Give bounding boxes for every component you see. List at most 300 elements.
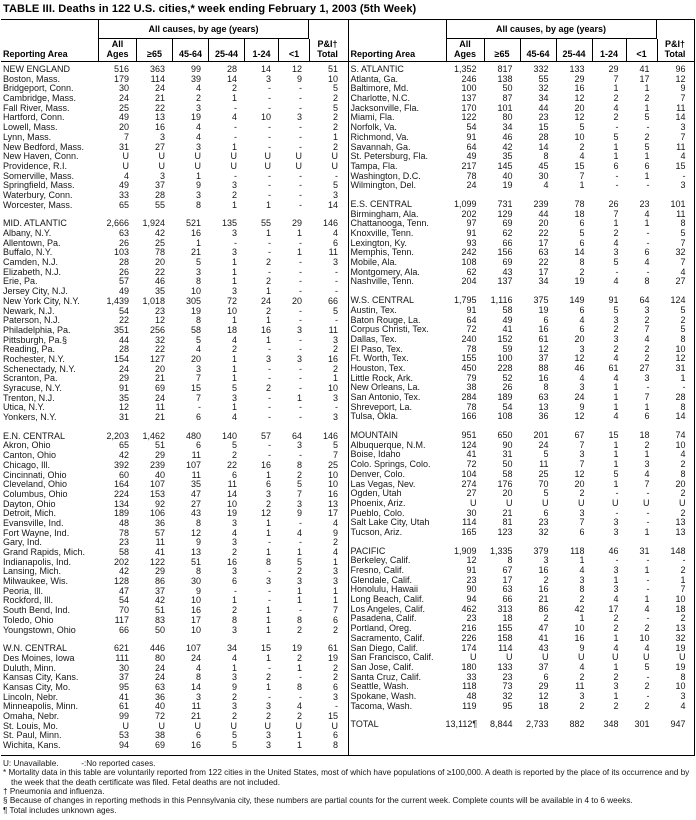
- value-cell: 6: [644, 248, 650, 258]
- value-cell: 21: [154, 413, 165, 423]
- value-cell: 15: [675, 161, 686, 171]
- value-cell: -: [268, 132, 271, 142]
- reporting-area-cell: Dayton, Ohio: [3, 499, 56, 509]
- value-cell: 6: [644, 412, 650, 422]
- reporting-area-cell: Corpus Christi, Tex.: [350, 325, 429, 335]
- value-cell: 9: [579, 643, 585, 653]
- value-cell: 11: [191, 451, 201, 461]
- city-row: [1, 84, 348, 94]
- reporting-area-cell: Utica, N.Y.: [3, 403, 45, 413]
- value-cell: 123: [497, 527, 513, 537]
- value-cell: 72: [226, 296, 237, 306]
- value-cell: -: [299, 277, 302, 287]
- value-cell: 6: [332, 682, 338, 692]
- reporting-area-cell: St. Paul, Minn.: [3, 731, 62, 741]
- value-cell: 106: [149, 509, 165, 519]
- value-cell: 51: [190, 557, 201, 567]
- value-cell: 86: [538, 604, 549, 614]
- value-cell: U: [158, 152, 165, 162]
- reporting-area-cell: Honolulu, Hawaii: [350, 585, 419, 595]
- value-cell: 11: [676, 103, 686, 113]
- value-cell: 1: [613, 450, 619, 460]
- value-cell: 4: [644, 643, 650, 653]
- value-cell: 14: [675, 412, 686, 422]
- value-cell: U: [578, 653, 585, 663]
- value-cell: 54: [118, 596, 129, 606]
- value-cell: 3: [231, 248, 237, 258]
- value-cell: 107: [185, 460, 201, 470]
- reporting-area-cell: Minneapolis, Minn.: [3, 702, 79, 712]
- value-cell: -: [299, 287, 302, 297]
- reporting-area-cell: Syracuse, N.Y.: [3, 384, 62, 393]
- city-row: [349, 229, 695, 239]
- city-row: [349, 470, 695, 480]
- value-cell: 4: [613, 277, 619, 287]
- value-cell: U: [612, 653, 619, 663]
- value-cell: -: [299, 200, 302, 210]
- value-cell: 12: [574, 469, 585, 479]
- value-cell: 4: [231, 113, 237, 123]
- value-cell: 1: [195, 171, 201, 181]
- value-cell: U: [230, 152, 237, 162]
- city-row: [349, 162, 695, 172]
- value-cell: 31: [118, 142, 129, 152]
- value-cell: -: [646, 556, 650, 566]
- value-cell: 3: [265, 577, 271, 587]
- value-cell: 7: [644, 325, 650, 335]
- value-cell: 2: [332, 663, 338, 673]
- value-cell: 5: [613, 469, 619, 479]
- value-cell: 13: [327, 499, 338, 509]
- value-cell: 1: [579, 181, 585, 191]
- value-cell: 2: [332, 364, 338, 374]
- value-cell: 1,462: [142, 431, 165, 441]
- value-cell: 57: [118, 277, 129, 287]
- value-cell: U: [194, 721, 201, 731]
- value-cell: 1: [296, 548, 302, 557]
- value-cell: U: [643, 653, 650, 663]
- column-header-25-44: 25-44: [556, 39, 592, 61]
- reporting-area-cell: Shreveport, La.: [350, 402, 413, 412]
- value-cell: 37: [118, 673, 129, 683]
- reporting-area-cell: Las Vegas, Nev.: [350, 479, 416, 489]
- region-row: [1, 644, 348, 654]
- value-cell: 3: [231, 702, 237, 712]
- value-cell: 50: [502, 84, 513, 94]
- value-cell: 2: [332, 113, 338, 123]
- value-cell: -: [646, 691, 650, 701]
- reporting-area-cell: Philadelphia, Pa.: [3, 325, 71, 335]
- reporting-area-cell: Long Beach, Calif.: [350, 595, 425, 605]
- value-cell: 12: [675, 74, 686, 84]
- reporting-area-cell: Tulsa, Okla.: [350, 412, 399, 422]
- value-cell: 31: [639, 546, 650, 556]
- value-cell: 72: [466, 460, 477, 470]
- value-cell: U: [612, 498, 619, 508]
- value-cell: -: [646, 489, 650, 499]
- value-cell: 35: [118, 393, 129, 403]
- city-row: [349, 75, 695, 85]
- value-cell: -: [299, 345, 302, 355]
- value-cell: -: [299, 384, 302, 393]
- value-cell: -: [268, 84, 271, 94]
- reporting-area-cell: Evansville, Ind.: [3, 518, 64, 528]
- value-cell: 8: [543, 152, 549, 162]
- reporting-area-cell: Los Angeles, Calif.: [350, 604, 426, 614]
- value-cell: 3: [296, 325, 302, 335]
- value-cell: 20: [154, 364, 165, 374]
- value-cell: -: [646, 672, 650, 682]
- value-cell: 8: [507, 556, 513, 566]
- value-cell: 164: [113, 480, 129, 490]
- value-cell: 67: [574, 431, 585, 441]
- reporting-area-cell: Somerville, Mass.: [3, 171, 75, 181]
- value-cell: 2: [613, 113, 619, 123]
- value-cell: 41: [639, 65, 650, 74]
- value-cell: 29: [118, 374, 129, 384]
- value-cell: 1,116: [490, 296, 513, 306]
- value-cell: 8: [231, 615, 237, 625]
- value-cell: 2: [579, 489, 585, 499]
- city-row: [1, 500, 348, 510]
- value-cell: 63: [502, 585, 513, 595]
- value-cell: -: [615, 171, 619, 181]
- value-cell: U: [331, 152, 338, 162]
- value-cell: 274: [461, 479, 477, 489]
- value-cell: U: [194, 161, 201, 171]
- value-cell: -: [299, 132, 302, 142]
- value-cell: 256: [149, 325, 165, 335]
- value-cell: 5: [332, 441, 338, 451]
- reporting-area-cell: Austin, Tex.: [350, 305, 397, 315]
- reporting-area-cell: Norfolk, Va.: [350, 123, 397, 133]
- value-cell: 8: [296, 460, 302, 470]
- city-row: [349, 605, 695, 615]
- value-cell: 26: [118, 238, 129, 248]
- value-cell: 29: [154, 567, 165, 577]
- value-cell: -: [299, 403, 302, 413]
- value-cell: 1: [265, 287, 271, 297]
- value-cell: 20: [190, 354, 201, 364]
- value-cell: 6: [265, 480, 271, 490]
- value-cell: 40: [154, 470, 165, 480]
- value-cell: 2: [644, 344, 650, 354]
- city-row: [1, 113, 348, 123]
- reporting-area-cell: Yonkers, N.Y.: [3, 413, 57, 423]
- value-cell: U: [331, 721, 338, 731]
- value-cell: 28: [154, 190, 165, 200]
- value-cell: 24: [190, 653, 201, 663]
- city-row: [349, 556, 695, 566]
- value-cell: 1: [332, 596, 338, 606]
- value-cell: 10: [190, 287, 201, 297]
- value-cell: 37: [538, 354, 549, 364]
- value-cell: 11: [155, 403, 165, 413]
- value-cell: 38: [466, 383, 477, 393]
- value-cell: 27: [639, 363, 650, 373]
- city-row: [349, 219, 695, 229]
- value-cell: 3: [332, 393, 338, 403]
- value-cell: 3: [579, 575, 585, 585]
- value-cell: 1: [613, 662, 619, 672]
- value-cell: 179: [113, 74, 129, 84]
- value-cell: 24: [260, 296, 271, 306]
- reporting-area-cell: Phoenix, Ariz.: [350, 498, 406, 508]
- city-row: [1, 673, 348, 683]
- value-cell: 97: [466, 219, 477, 229]
- value-cell: 202: [113, 557, 129, 567]
- reporting-area-cell: Detroit, Mich.: [3, 509, 57, 519]
- reporting-area-cell: Miami, Fla.: [350, 113, 395, 123]
- value-cell: 446: [149, 644, 165, 654]
- value-cell: 3: [579, 691, 585, 701]
- value-cell: 5: [543, 450, 549, 460]
- value-cell: 24: [118, 364, 129, 374]
- value-cell: -: [646, 585, 650, 595]
- value-cell: 16: [260, 325, 271, 335]
- value-cell: 34: [502, 123, 513, 133]
- value-cell: 78: [466, 402, 477, 412]
- value-cell: 8: [195, 277, 201, 287]
- value-cell: 1: [332, 586, 338, 596]
- value-cell: -: [268, 171, 271, 181]
- value-cell: -: [299, 84, 302, 94]
- value-cell: 2: [265, 673, 271, 683]
- city-row: [1, 693, 348, 703]
- reporting-area-cell: Washington, D.C.: [350, 171, 421, 181]
- city-row: [1, 365, 348, 375]
- value-cell: 17: [327, 509, 338, 519]
- value-cell: 4: [644, 604, 650, 614]
- value-cell: 5: [332, 84, 338, 94]
- value-cell: 23: [502, 672, 513, 682]
- value-cell: 88: [538, 363, 549, 373]
- value-cell: 2: [680, 315, 686, 325]
- value-cell: 22: [538, 258, 549, 268]
- value-cell: 3: [644, 305, 650, 315]
- value-cell: 4: [332, 518, 338, 528]
- value-cell: 3: [231, 625, 237, 635]
- value-cell: 166: [461, 412, 477, 422]
- value-cell: 28: [118, 258, 129, 268]
- value-cell: -: [335, 403, 338, 413]
- value-cell: 14: [538, 142, 549, 152]
- value-cell: 20: [675, 479, 686, 489]
- value-cell: 124: [461, 440, 477, 450]
- value-cell: -: [615, 267, 619, 277]
- reporting-area-cell: Peoria, Ill.: [3, 586, 44, 596]
- value-cell: 140: [221, 431, 237, 441]
- city-row: [1, 441, 348, 451]
- city-row: [349, 306, 695, 316]
- value-cell: 46: [154, 277, 165, 287]
- reporting-area-cell: Hartford, Conn.: [3, 113, 65, 123]
- value-cell: 28: [538, 132, 549, 142]
- value-cell: 49: [118, 181, 129, 191]
- reporting-area-cell: Fresno, Calif.: [350, 566, 405, 575]
- value-cell: 2: [579, 701, 585, 711]
- column-header-1-24: 1-24: [244, 39, 278, 61]
- value-cell: 24: [466, 181, 477, 191]
- value-cell: 20: [154, 258, 165, 268]
- value-cell: -: [268, 142, 271, 152]
- value-cell: 58: [118, 548, 129, 557]
- city-row: [349, 509, 695, 519]
- column-header-pi-total: P&I† Total: [657, 39, 693, 61]
- value-cell: 17: [538, 238, 549, 248]
- value-cell: 90: [466, 585, 477, 595]
- value-cell: 7: [644, 393, 650, 402]
- value-cell: 5: [680, 305, 686, 315]
- value-cell: 37: [538, 662, 549, 672]
- region-row: [349, 65, 695, 75]
- value-cell: 101: [497, 103, 513, 113]
- reporting-area-cell: NEW ENGLAND: [3, 65, 71, 74]
- value-cell: 5: [680, 229, 686, 238]
- value-cell: 29: [608, 65, 619, 74]
- value-cell: 239: [533, 199, 549, 209]
- value-cell: 1: [332, 374, 338, 384]
- value-cell: -: [268, 451, 271, 461]
- header-spacer: [309, 20, 345, 39]
- column-header-45-64: 45-64: [520, 39, 556, 61]
- value-cell: 28: [675, 393, 686, 402]
- value-cell: 480: [185, 431, 201, 441]
- value-cell: 6: [579, 305, 585, 315]
- value-cell: 114: [150, 74, 165, 84]
- reporting-area-cell: Berkeley, Calif.: [350, 556, 411, 566]
- value-cell: -: [268, 181, 271, 191]
- reporting-area-cell: Youngstown, Ohio: [3, 625, 76, 635]
- value-cell: 51: [154, 606, 165, 616]
- value-cell: 4: [613, 373, 619, 383]
- value-cell: 20: [574, 334, 585, 344]
- value-cell: 516: [113, 65, 129, 74]
- value-cell: 15: [574, 161, 585, 171]
- value-cell: 4: [613, 354, 619, 364]
- value-cell: -: [268, 393, 271, 403]
- reporting-area-cell: Santa Cruz, Calif.: [350, 672, 422, 682]
- value-cell: 351: [113, 325, 129, 335]
- city-row: [349, 152, 695, 162]
- value-cell: 4: [613, 595, 619, 605]
- value-cell: 4: [195, 345, 201, 355]
- reporting-area-cell: Little Rock, Ark.: [350, 373, 414, 383]
- value-cell: 13: [675, 527, 686, 537]
- value-cell: 60: [118, 470, 129, 480]
- value-cell: 38: [154, 731, 165, 741]
- city-row: [349, 441, 695, 451]
- value-cell: 5: [332, 181, 338, 191]
- value-cell: 133: [497, 662, 513, 672]
- value-cell: 3: [231, 287, 237, 297]
- city-row: [349, 480, 695, 490]
- value-cell: 621: [113, 644, 129, 654]
- value-cell: 1: [644, 152, 650, 162]
- value-cell: 1,909: [453, 546, 477, 556]
- value-cell: 83: [154, 615, 165, 625]
- value-cell: 57: [260, 431, 271, 441]
- value-cell: -: [335, 287, 338, 297]
- value-cell: 3: [296, 113, 302, 123]
- value-cell: 7: [680, 585, 686, 595]
- value-cell: 9: [195, 181, 201, 191]
- value-cell: 122: [461, 113, 477, 123]
- reporting-area-cell: Grand Rapids, Mich.: [3, 548, 86, 557]
- value-cell: 1: [231, 354, 237, 364]
- value-cell: U: [578, 498, 585, 508]
- value-cell: 37: [154, 586, 165, 596]
- reporting-area-cell: Allentown, Pa.: [3, 238, 61, 248]
- value-cell: 174: [461, 643, 477, 653]
- value-cell: 10: [327, 470, 338, 480]
- value-cell: 202: [461, 209, 477, 219]
- value-cell: 15: [260, 644, 271, 654]
- value-cell: -: [268, 403, 271, 413]
- value-cell: 69: [502, 258, 513, 268]
- value-cell: 31: [675, 363, 686, 373]
- value-cell: 10: [639, 633, 650, 643]
- value-cell: 4: [231, 335, 237, 345]
- value-cell: 1: [296, 229, 302, 238]
- value-cell: 22: [154, 103, 165, 113]
- value-cell: 30: [466, 508, 477, 518]
- value-cell: 25: [154, 238, 165, 248]
- value-cell: 8: [680, 469, 686, 479]
- value-cell: 3: [296, 499, 302, 509]
- reporting-area-cell: Glendale, Calif.: [350, 575, 413, 585]
- value-cell: 379: [533, 546, 549, 556]
- value-cell: 26: [118, 267, 129, 277]
- city-row: [1, 626, 348, 636]
- value-cell: -: [198, 403, 201, 413]
- value-cell: 3: [296, 354, 302, 364]
- value-cell: -: [299, 364, 302, 374]
- value-cell: -: [234, 103, 237, 113]
- value-cell: 49: [466, 152, 477, 162]
- value-cell: 6: [579, 219, 585, 229]
- value-cell: -: [646, 229, 650, 238]
- value-cell: 1: [231, 267, 237, 277]
- reporting-area-cell: Savannah, Ga.: [350, 142, 411, 152]
- value-cell: 29: [154, 451, 165, 461]
- value-cell: 1: [265, 615, 271, 625]
- reporting-area-cell: St. Louis, Mo.: [3, 721, 59, 731]
- value-cell: 5: [332, 103, 338, 113]
- value-cell: U: [264, 152, 271, 162]
- value-cell: 14: [226, 74, 237, 84]
- value-cell: -: [268, 123, 271, 133]
- value-cell: 2: [644, 315, 650, 325]
- value-cell: 23: [154, 306, 165, 316]
- value-cell: 450: [461, 363, 477, 373]
- header-spacer: [1, 20, 98, 39]
- value-cell: 2: [579, 672, 585, 682]
- value-cell: 5: [543, 489, 549, 499]
- reporting-area-cell: Ft. Worth, Tex.: [350, 354, 409, 364]
- left-column-header: [1, 20, 348, 62]
- value-cell: 33: [466, 672, 477, 682]
- reporting-area-cell: Milwaukee, Wis.: [3, 577, 69, 587]
- value-cell: 24: [538, 440, 549, 450]
- value-cell: -: [646, 181, 650, 191]
- value-cell: 11: [227, 480, 237, 490]
- value-cell: 8: [195, 316, 201, 326]
- city-row: [349, 239, 695, 249]
- city-row: [349, 518, 695, 528]
- value-cell: 114: [498, 643, 513, 653]
- reporting-area-cell: Buffalo, N.Y.: [3, 248, 53, 258]
